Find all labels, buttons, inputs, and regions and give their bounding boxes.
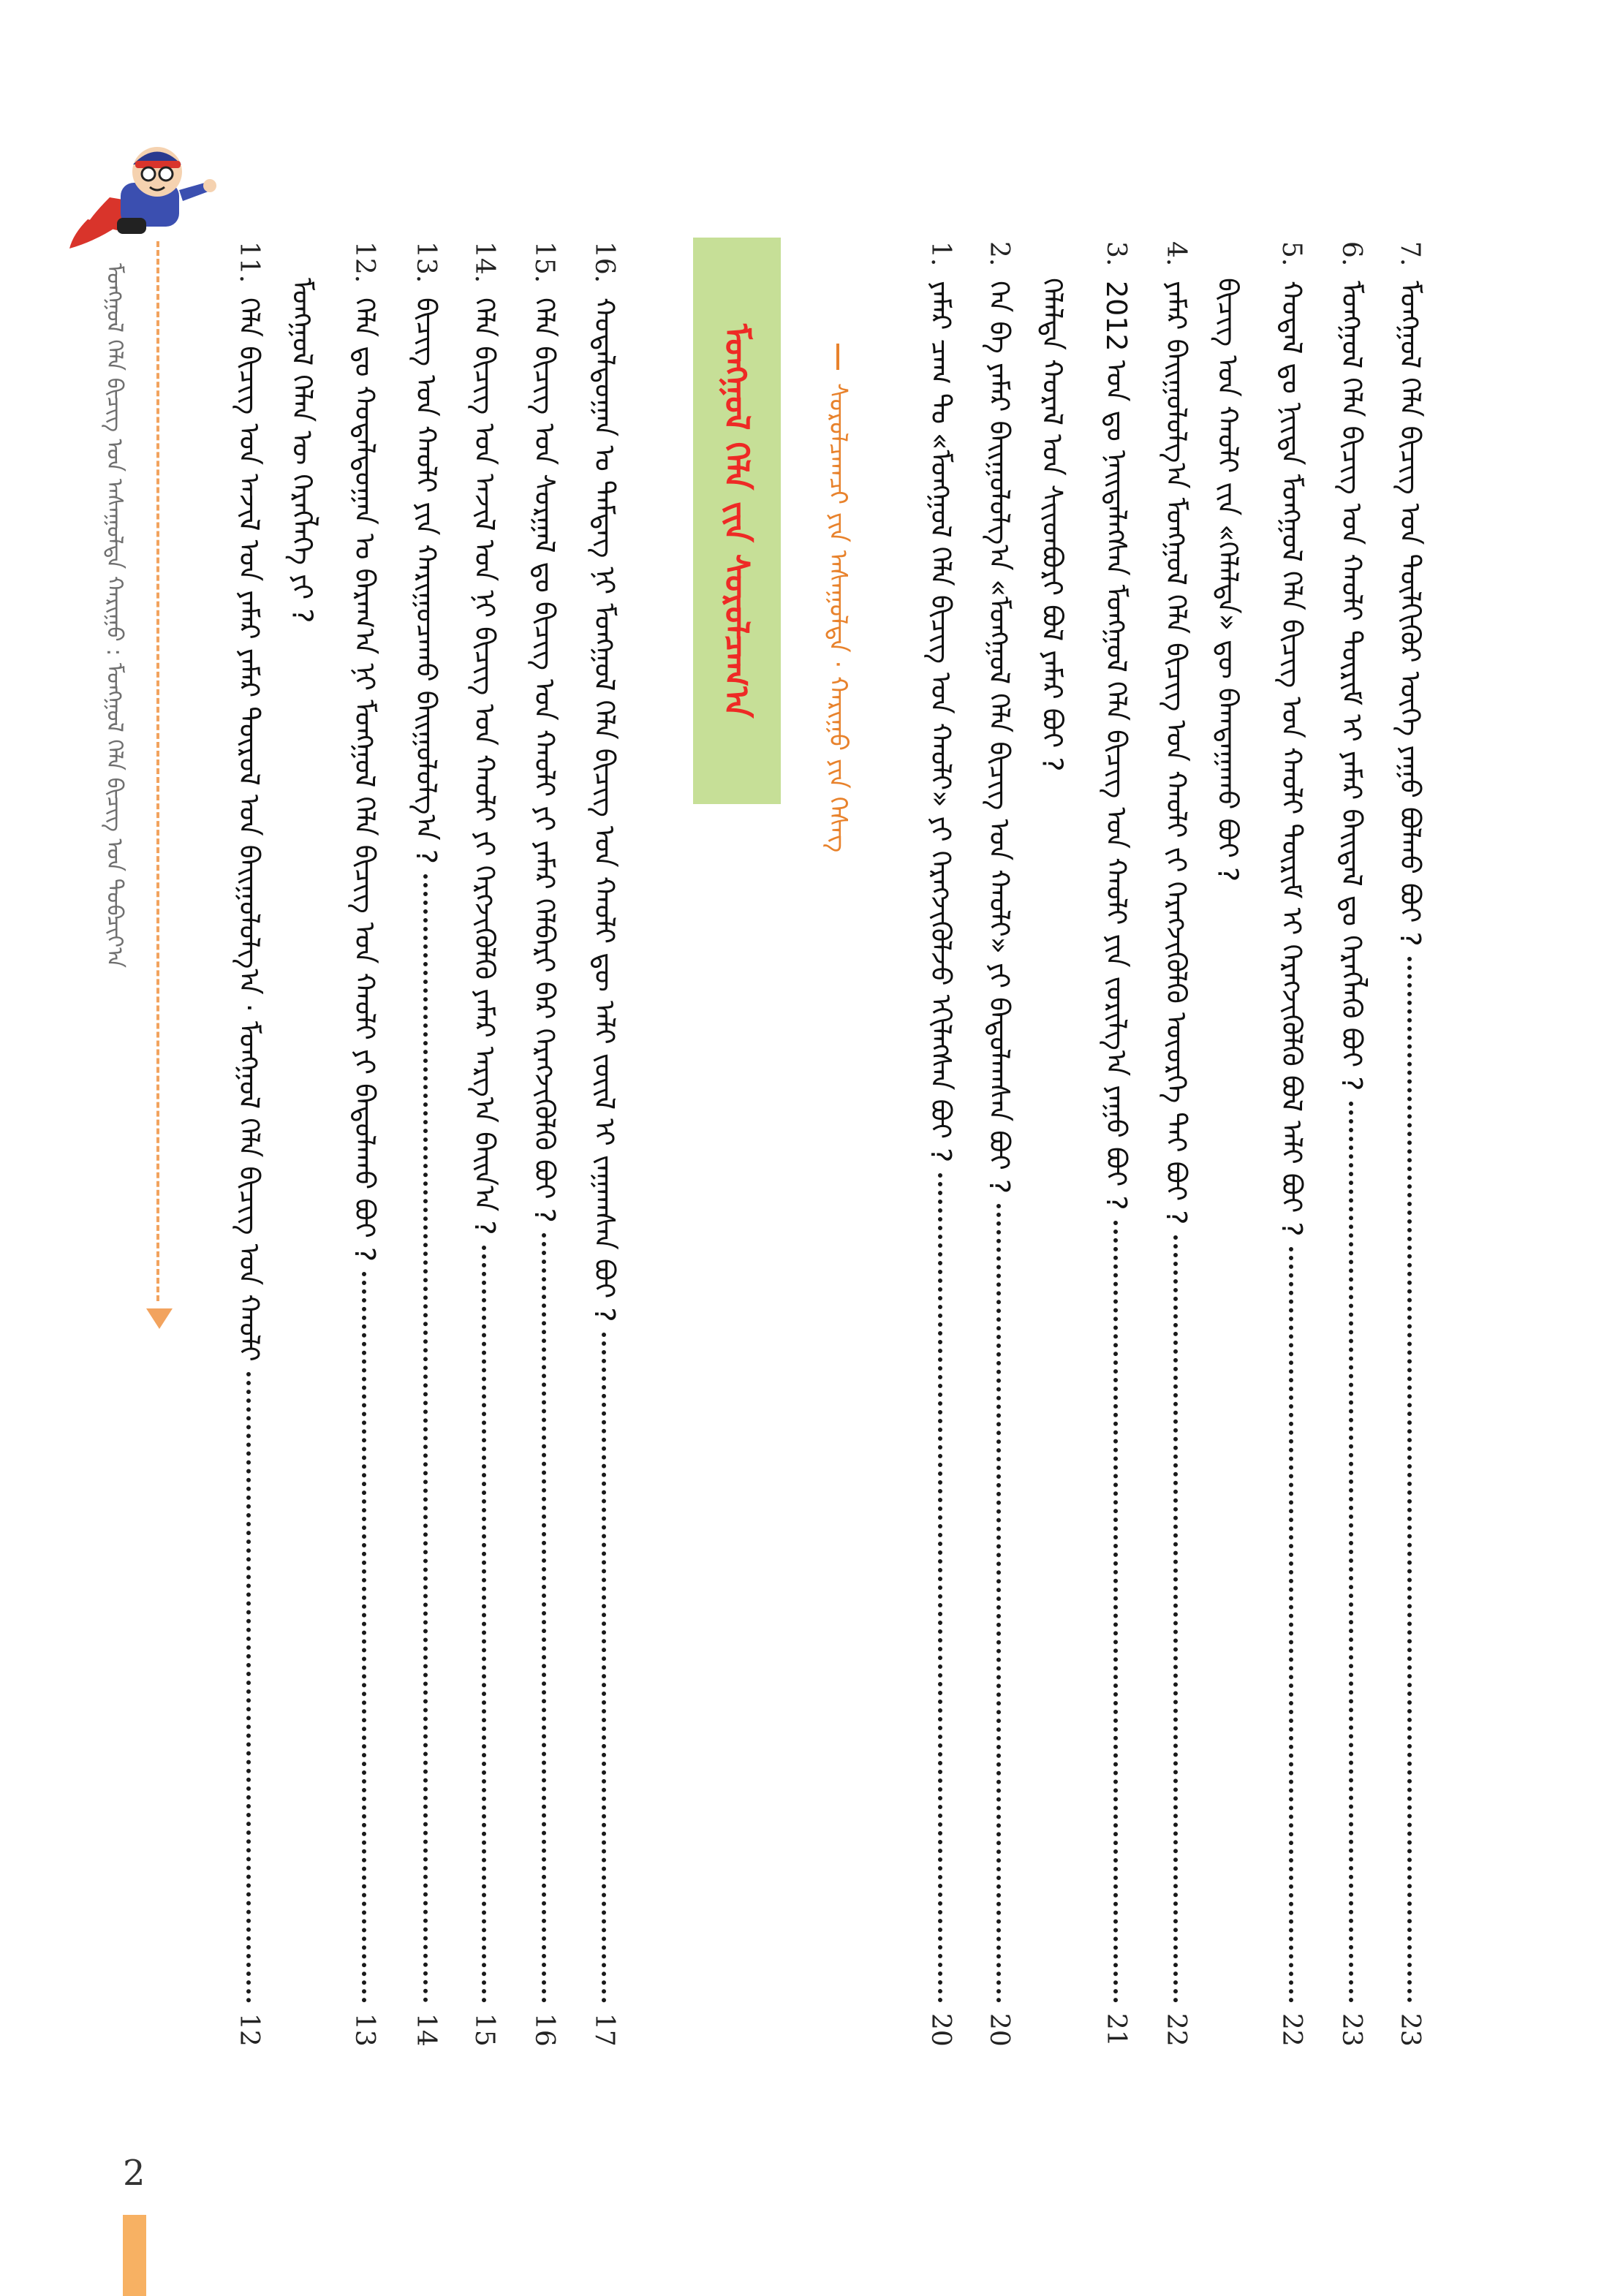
toc-entry[interactable] <box>917 241 964 2047</box>
toc-entry[interactable] <box>975 241 1022 2047</box>
dot-leader <box>246 1372 251 2003</box>
dot-leader <box>1113 1221 1118 2003</box>
entry-page: 14 <box>411 2013 441 2047</box>
dot-leader <box>482 1246 486 2003</box>
entry-number: 5. <box>1276 241 1306 267</box>
dot-leader <box>1289 1247 1293 2003</box>
running-header-rule <box>156 241 159 1301</box>
toc-entry[interactable] <box>1152 241 1199 2047</box>
section-subtitle: ᠰᠤᠷᠤᠯᠴᠠᠭᠴᠢ ᠶᠢᠨ ᠠᠰᠠᠭᠤᠯᠲᠠ · ᠬᠠᠷᠢᠭᠤ ᠶᠢᠨ ᠬᠡᠰᠡᠭ <box>823 383 852 853</box>
entry-number: 7. <box>1395 241 1425 267</box>
mascot-illustration <box>66 132 219 256</box>
entry-page: 20 <box>926 2013 956 2047</box>
dot-leader <box>996 1204 1001 2003</box>
entry-number: 14. <box>469 241 499 284</box>
entry-continuation: ᠪᠢᠴᠢᠭ ᠤᠨ ᠬᠠᠤᠯᠢ ᠵᠢᠨ «ᠬᠡᠯᠡᠯᠲᠡ» ᠳᠦ ᠪᠠᠭᠲᠠᠭᠠᠬᠤ ᠪᠤᠢ ? <box>1211 278 1244 882</box>
toc-entry[interactable] <box>521 241 567 2047</box>
entry-title: ᠶᠠᠮᠠᠷ ᠴᠠᠭ ᠲᠤ «ᠮᠣᠩᠭᠤᠯ ᠬᠡᠯᠡ ᠪᠢᠴᠢᠭ ᠤᠨ ᠬᠠᠤᠯᠢ» ᠶᠢ ᠬᠡᠷᠡᠭᠵᠢᠭᠦᠯᠵᠦ ᠡᠬᠢᠯᠡᠭᠰᠡᠨ ᠪᠤᠢ ? <box>924 281 957 1163</box>
entry-number: 4. <box>1161 241 1191 267</box>
entry-number: 11. <box>234 241 264 284</box>
toc-entry[interactable] <box>341 241 387 2047</box>
toc-entry[interactable] <box>580 241 627 2047</box>
entry-page: 23 <box>1395 2013 1425 2047</box>
entry-number: 15. <box>529 241 559 284</box>
section-subtitle-block <box>817 344 858 987</box>
entry-title: ᠶᠠᠮᠠᠷ ᠪᠠᠢᠭᠤᠯᠤᠯᠭ᠎ᠠ ᠮᠣᠩᠭᠤᠯ ᠬᠡᠯᠡ ᠪᠢᠴᠢᠭ ᠤᠨ ᠬᠠᠤᠯᠢ ᠵᠢ ᠬᠡᠷᠡᠭᠵᠢᠭᠦᠯᠬᠦ ᠦᠦᠷᠭᠡ ᠲᠡᠢ ᠪᠤᠢ ? <box>1159 281 1192 1225</box>
entry-title: ᠬᠡᠨ ᠪᠠ ᠶᠠᠮᠠᠷ ᠪᠠᠢᠭᠤᠯᠤᠯᠭ᠎ᠠ «ᠮᠣᠩᠭᠤᠯ ᠬᠡᠯᠡ ᠪᠢᠴᠢᠭ ᠤᠨ ᠬᠠᠤᠯᠢ» ᠶᠢ ᠪᠠᠲᠤᠯᠠᠭᠰᠠᠨ ᠪᠤᠢ ? <box>983 281 1015 1194</box>
entry-title: ᠮᠣᠩᠭᠤᠯ ᠬᠡᠯᠡ ᠪᠢᠴᠢᠭ ᠤᠨ ᠬᠠᠤᠯᠢ ᠳᠦᠷᠢᠮ ᠢ ᠶᠠᠮᠠᠷ ᠪᠠᠢᠳᠠᠯ ᠳᠤ ᠬᠡᠷᠡᠭᠯᠡᠬᠦ ᠪᠤᠢ ? <box>1335 281 1368 1091</box>
dot-leader <box>362 1272 366 2003</box>
entry-number: 2. <box>984 241 1014 267</box>
entry-continuation: ᠮᠣᠩᠭᠤᠯ ᠬᠡᠯᠡᠨ ᠦ ᠬᠡᠷᠡᠭᠯᠡᠭᠡ ᠶᠢ ? <box>286 278 319 624</box>
entry-title: ᠬᠡᠯᠡ ᠳᠤ ᠬᠤᠳᠠᠯᠳᠤᠭᠠᠨ ᠤ ᠪᠠᠷᠠᠭ᠎ᠠ ᠨᠢ ᠮᠣᠩᠭᠤᠯ ᠬᠡᠯᠡ ᠪᠢᠴᠢᠭ ᠤᠨ ᠬᠠᠤᠯᠢ ᠶᠢ ᠪᠠᠲᠤᠯᠠᠬᠤ ᠪᠤᠢ ? <box>348 298 381 1262</box>
page-tab <box>123 2215 146 2296</box>
entry-number: 1. <box>926 241 956 267</box>
entry-title: ᠬᠡᠯᠡ ᠪᠢᠴᠢᠭ ᠤᠨ ᠰᠤᠷᠭᠠᠯ ᠳᠤ ᠪᠢᠴᠢᠭ ᠤᠨ ᠬᠠᠤᠯᠢ ᠶᠢ ᠶᠠᠮᠠᠷ ᠬᠡᠯᠪᠡᠷᠢ ᠪᠡᠷ ᠬᠡᠷᠡᠭᠵᠢᠭᠦᠯᠬᠦ ᠪᠤᠢ ? <box>528 298 561 1224</box>
subtitle-dash <box>836 344 839 370</box>
toc-entry[interactable] <box>1386 241 1433 2047</box>
dot-leader <box>938 1173 942 2004</box>
entry-number: 3. <box>1101 241 1131 267</box>
entry-page: 13 <box>349 2013 379 2047</box>
toc-entry[interactable] <box>461 241 507 2047</box>
entry-number: 6. <box>1336 241 1366 267</box>
entry-page: 15 <box>469 2013 499 2047</box>
dot-leader <box>602 1333 606 2003</box>
entry-page: 20 <box>984 2013 1014 2047</box>
entry-title: 2012 ᠣᠨ ᠳᠤ ᠨᠡᠢᠲᠡᠯᠡᠭᠰᠡᠨ ᠮᠣᠩᠭᠤᠯ ᠬᠡᠯᠡ ᠪᠢᠴᠢᠭ ᠤᠨ ᠬᠠᠤᠯᠢ ᠶᠢᠨ ᠵᠣᠷᠢᠯᠭ᠎ᠠ ᠶᠠᠭᠤ ᠪᠤᠢ ? <box>1100 281 1132 1210</box>
toc-entry[interactable] <box>1328 241 1374 2047</box>
entry-page: 22 <box>1276 2013 1306 2047</box>
running-header-marker <box>146 1308 173 1329</box>
entry-page: 17 <box>589 2013 619 2047</box>
entry-number: 13. <box>411 241 441 284</box>
entry-title: ᠬᠤᠳᠠᠯᠳᠤᠭᠠᠨ ᠤ ᠲᠡᠮᠳᠡᠭ ᠨᠢ ᠮᠣᠩᠭᠤᠯ ᠬᠡᠯᠡ ᠪᠢᠴᠢᠭ ᠤᠨ ᠬᠠᠤᠯᠢ ᠳᠦ ᠠᠯᠢ ᠵᠦᠢᠯ ᠢ ᠵᠠᠭᠠᠭᠰᠠᠨ ᠪᠤᠢ ? <box>588 298 621 1322</box>
dot-leader <box>1173 1235 1178 2003</box>
dot-leader <box>423 874 428 2003</box>
entry-continuation: ᠬᠡᠯᠡᠯᠲᠡ ᠬᠤᠷᠠᠯ ᠤᠨ ᠰᠢᠢᠳᠪᠦᠷᠢ ᠪᠣᠯ ᠶᠠᠮᠠᠷ ᠪᠤᠢ ? <box>1036 278 1069 772</box>
entry-page: 12 <box>234 2013 264 2047</box>
toc-entry[interactable] <box>402 241 449 2047</box>
entry-title: ᠬᠡᠯᠡ ᠪᠢᠴᠢᠭ ᠤᠨ ᠠᠵᠢᠯ ᠤᠨ ᠨᠢ ᠪᠢᠴᠢᠭ ᠤᠨ ᠬᠠᠤᠯᠢ ᠶᠢ ᠬᠡᠷᠭᠵᠢᠭᠦᠯᠬᠦ ᠶᠠᠮᠠᠷ ᠠᠷᠭ᠎ᠠ ᠪᠠᠢᠨ᠎ᠠ ? <box>468 298 501 1235</box>
section-heading: ᠮᠣᠩᠭᠤᠯ ᠬᠡᠯᠡ ᠵᠢᠨ ᠰᠤᠷᠤᠯᠴᠠᠭ᠎ᠠ <box>717 323 757 719</box>
entry-page: 16 <box>529 2013 559 2047</box>
page-number: 2 <box>123 2153 145 2194</box>
entry-page: 21 <box>1101 2013 1131 2047</box>
dot-leader <box>1407 957 1412 2003</box>
entry-number: 12. <box>349 241 379 284</box>
toc-entry[interactable] <box>225 241 272 2047</box>
entry-title: ᠪᠢᠴᠢᠭ ᠤᠨ ᠬᠠᠤᠯᠢ ᠶᠢᠨ ᠬᠠᠷᠢᠭᠤᠴᠠᠬᠤ ᠪᠠᠢᠭᠤᠯᠤᠯᠭ᠎ᠠ ? <box>409 298 442 865</box>
section-heading-banner <box>693 238 781 804</box>
entry-title: ᠬᠡᠯᠡ ᠪᠢᠴᠢᠭ ᠤᠨ ᠠᠵᠢᠯ ᠤᠨ ᠶᠠᠮᠠᠷ ᠶᠠᠮᠠᠷ ᠲᠥᠷᠥᠯ ᠤᠨ ᠪᠠᠢᠭᠤᠯᠤᠯᠭ᠎ᠠ · ᠮᠣᠩᠭᠤᠯ ᠬᠡᠯᠡ ᠪᠢᠴᠢᠭ ᠤᠨ ᠬᠠᠤᠯᠢ <box>232 298 265 1362</box>
running-header-text: ᠮᠣᠩᠭᠤᠯ ᠬᠡᠯᠡ ᠪᠢᠴᠢᠭ ᠤᠨ ᠠᠰᠠᠭᠤᠯᠲᠠ ᠬᠠᠷᠢᠭᠤ : ᠮᠣᠩᠭᠤᠯ ᠬᠡᠯᠡ ᠪᠢᠴᠢᠭ ᠤᠨ ᠲᠣᠪᠴᠢᠶ᠎ᠠ <box>102 263 127 968</box>
entry-number: 16. <box>589 241 619 284</box>
entry-title: ᠮᠣᠩᠭᠤᠯ ᠬᠡᠯᠡ ᠪᠢᠴᠢᠭ ᠤᠨ ᠲᠦᠯᠬᠢᠭᠦᠷ ᠦᠭᠡ ᠶᠠᠭᠤ ᠪᠣᠯᠬᠤ ᠪᠤᠢ ? <box>1393 281 1426 947</box>
dot-leader <box>542 1233 546 2003</box>
entry-page: 23 <box>1336 2013 1366 2047</box>
entry-page: 22 <box>1161 2013 1191 2047</box>
entry-title: ᠬᠤᠳᠠᠯ ᠳᠤ ᠨᠢᠢᠲᠡ ᠮᠣᠩᠭᠤᠯ ᠬᠡᠯᠡ ᠪᠢᠴᠢᠭ ᠤᠨ ᠬᠠᠤᠯᠢ ᠳᠦᠷᠢᠮ ᠢ ᠬᠡᠷᠡᠭᠵᠢᠭᠦᠯᠬᠦ ᠪᠣᠯ ᠠᠯᠢ ᠪᠤᠢ ? <box>1275 281 1308 1237</box>
dot-leader <box>1349 1102 1353 2003</box>
toc-entry[interactable] <box>1092 241 1139 2047</box>
toc-entry[interactable] <box>1268 241 1314 2047</box>
